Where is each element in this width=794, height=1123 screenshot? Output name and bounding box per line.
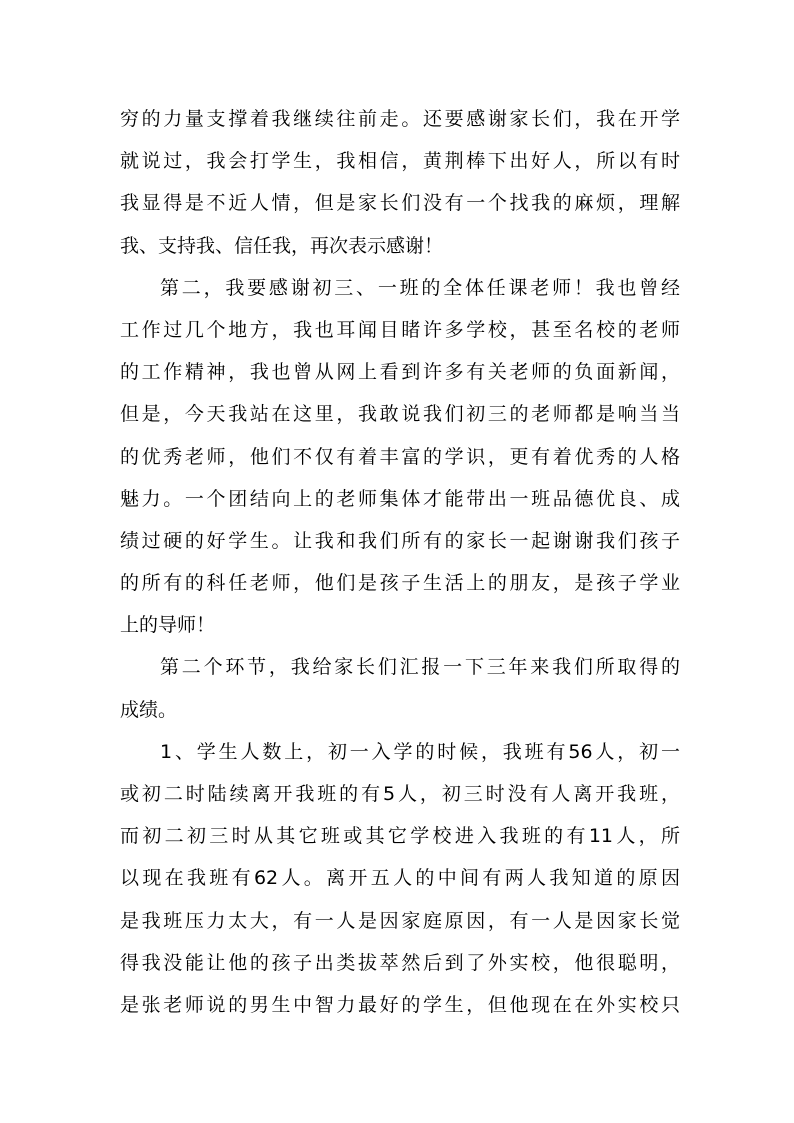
text-line: 第二，我要感谢初三、一班的全体任课老师！我也曾经: [160, 276, 680, 299]
text-line: 的优秀老师，他们不仅有着丰富的学识，更有着优秀的人格: [120, 445, 680, 468]
text-line: 是张老师说的男生中智力最好的学生，但他现在在外实校只: [120, 993, 680, 1016]
text-line: 魅力。一个团结向上的老师集体才能带出一班品德优良、成: [120, 487, 680, 510]
text-line: 的工作精神，我也曾从网上看到许多有关老师的负面新闻，: [120, 361, 680, 384]
text-line: 我、支持我、信任我，再次表示感谢！: [120, 234, 444, 257]
text-line: 我显得是不近人情，但是家长们没有一个找我的麻烦，理解: [120, 192, 680, 215]
text-line: 而初二初三时从其它班或其它学校进入我班的有11人，所: [120, 825, 680, 848]
text-line: 但是，今天我站在这里，我敢说我们初三的老师都是响当当: [120, 403, 680, 426]
text-line: 是我班压力太大，有一人是因家庭原因，有一人是因家长觉: [120, 909, 680, 932]
text-line: 第二个环节，我给家长们汇报一下三年来我们所取得的: [160, 656, 680, 679]
text-line: 1、学生人数上，初一入学的时候，我班有56人，初一: [160, 740, 680, 763]
text-line: 上的导师！: [120, 614, 216, 637]
text-line: 或初二时陆续离开我班的有5人，初三时没有人离开我班，: [120, 783, 680, 805]
document-body: [120, 98, 680, 1026]
text-line: 成绩。: [120, 698, 178, 721]
text-line: 得我没能让他的孩子出类拔萃然后到了外实校，他很聪明，: [120, 951, 680, 974]
text-line: 穷的力量支撑着我继续往前走。还要感谢家长们，我在开学: [120, 108, 680, 130]
text-line: 就说过，我会打学生，我相信，黄荆棒下出好人，所以有时: [120, 150, 680, 173]
text-line: 工作过几个地方，我也耳闻目睹许多学校，甚至名校的老师: [120, 318, 680, 341]
text-line: 以现在我班有62人。离开五人的中间有两人我知道的原因: [120, 867, 680, 890]
text-line: 的所有的科任老师，他们是孩子生活上的朋友，是孩子学业: [120, 572, 680, 595]
text-line: 绩过硬的好学生。让我和我们所有的家长一起谢谢我们孩子: [120, 529, 680, 552]
